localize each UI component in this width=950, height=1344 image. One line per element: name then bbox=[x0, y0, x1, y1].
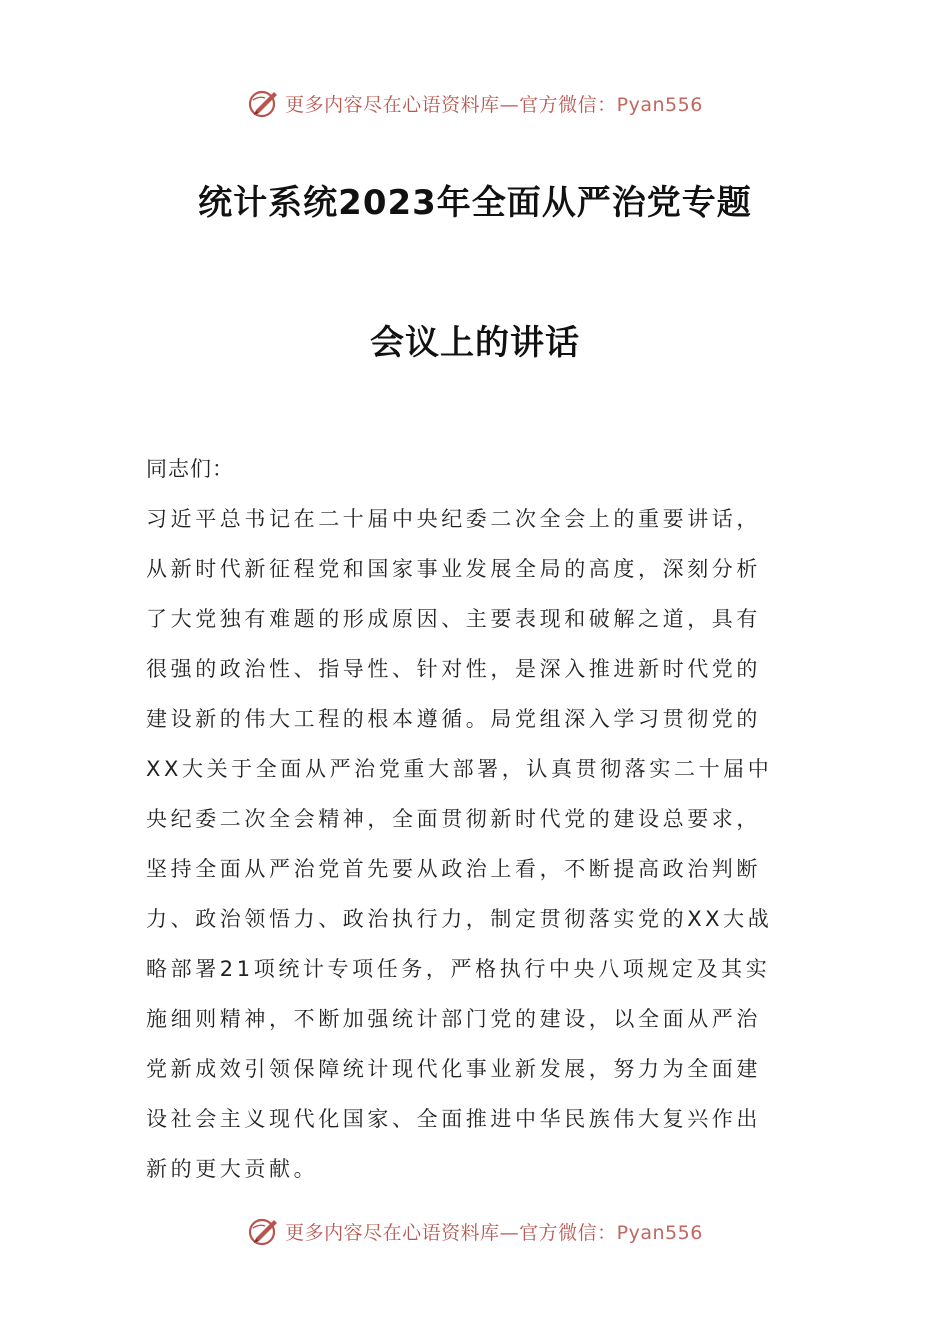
paragraph-line: 建设新的伟大工程的根本遵循。局党组深入学习贯彻党的 bbox=[146, 707, 761, 731]
paragraph-line: 央纪委二次全会精神，全面贯彻新时代党的建设总要求， bbox=[146, 807, 761, 831]
document-title-line-2: 会议上的讲话 bbox=[370, 323, 580, 363]
paragraph-line: 力、政治领悟力、政治执行力，制定贯彻落实党的XX大战 bbox=[146, 907, 773, 931]
watermark-wechat-id: Pyan556 bbox=[616, 1221, 703, 1244]
paragraph-line: 略部署21项统计专项任务，严格执行中央八项规定及其实 bbox=[146, 957, 771, 981]
footer-watermark bbox=[0, 1211, 950, 1251]
paragraph-line: 新的更大贡献。 bbox=[146, 1157, 319, 1181]
header-watermark bbox=[0, 83, 950, 123]
paragraph-line: 习近平总书记在二十届中央纪委二次全会上的重要讲话， bbox=[146, 507, 761, 531]
paragraph-line: 很强的政治性、指导性、针对性，是深入推进新时代党的 bbox=[146, 657, 761, 681]
watermark-text: 更多内容尽在心语资料库—官方微信： bbox=[285, 93, 617, 116]
paragraph-line: 从新时代新征程党和国家事业发展全局的高度，深刻分析 bbox=[146, 557, 761, 581]
paragraph-line: 设社会主义现代化国家、全面推进中华民族伟大复兴作出 bbox=[146, 1107, 761, 1131]
paragraph-line: XX大关于全面从严治党重大部署，认真贯彻落实二十届中 bbox=[146, 757, 773, 781]
document-title-line-1: 统计系统2023年全面从严治党专题 bbox=[198, 183, 752, 223]
greeting: 同志们： bbox=[146, 457, 234, 481]
paragraph-line: 施细则精神，不断加强统计部门党的建设，以全面从严治 bbox=[146, 1007, 761, 1031]
watermark-text: 更多内容尽在心语资料库—官方微信： bbox=[285, 1221, 617, 1244]
paragraph-line: 坚持全面从严治党首先要从政治上看，不断提高政治判断 bbox=[146, 857, 761, 881]
pen-logo-icon bbox=[247, 86, 281, 120]
pen-logo-icon bbox=[247, 1214, 281, 1248]
watermark-wechat-id: Pyan556 bbox=[616, 93, 703, 116]
paragraph-line: 了大党独有难题的形成原因、主要表现和破解之道，具有 bbox=[146, 607, 761, 631]
paragraph-line: 党新成效引领保障统计现代化事业新发展，努力为全面建 bbox=[146, 1057, 761, 1081]
